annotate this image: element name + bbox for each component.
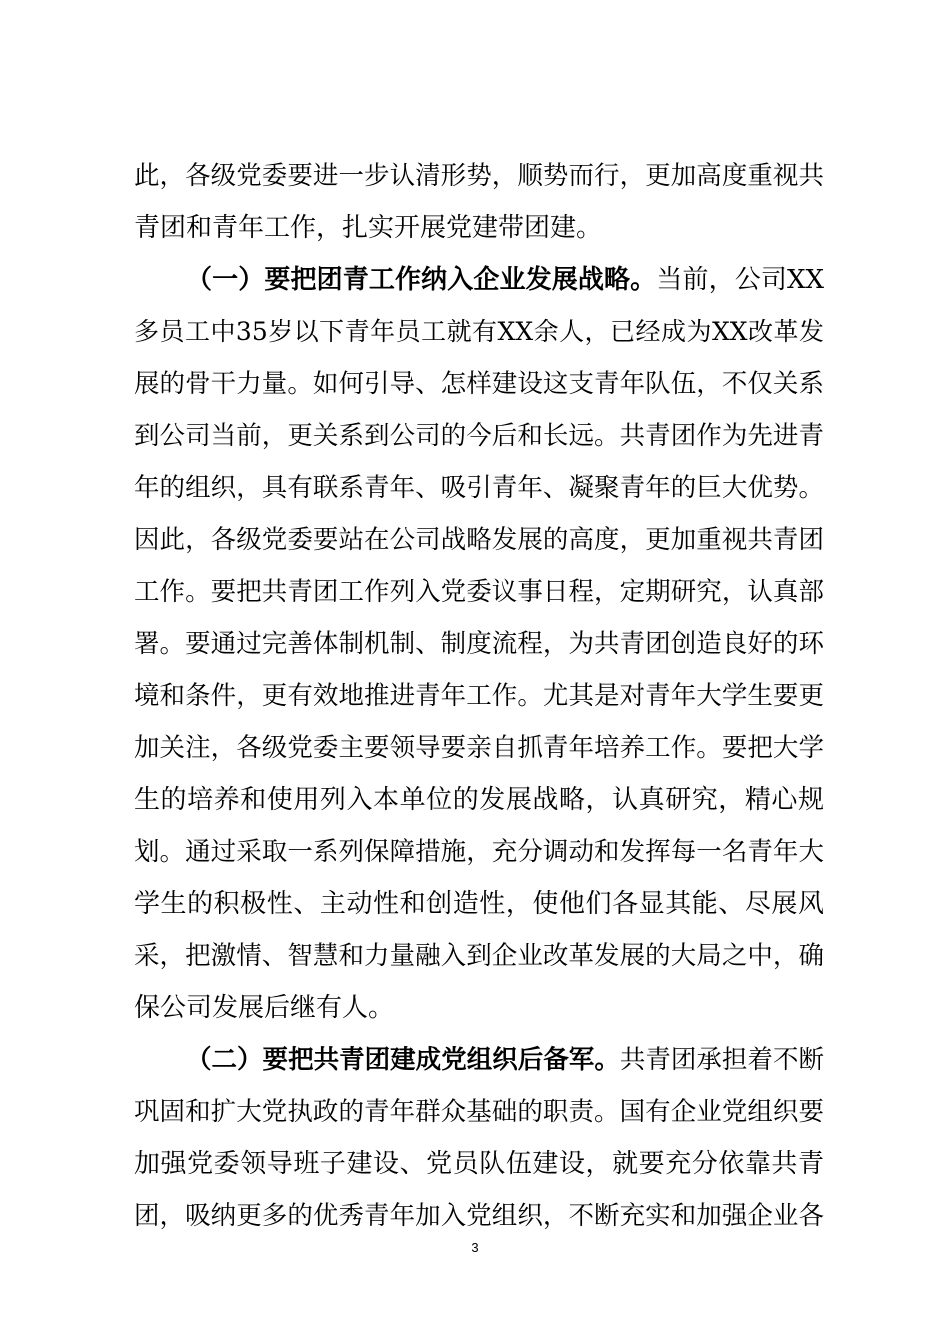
text-line: 署。要通过完善体制机制、制度流程，为共青团创造良好的环 bbox=[134, 629, 824, 659]
text-line: 因此，各级党委要站在公司战略发展的高度，更加重视共青团 bbox=[134, 525, 824, 555]
paragraph-section-2 bbox=[134, 1034, 824, 1242]
page-number: 3 bbox=[471, 1240, 479, 1255]
section-heading: （二）要把共青团建成党组织后备军。 bbox=[186, 1045, 620, 1075]
text-line bbox=[134, 1034, 824, 1086]
text-line: 青团和青年工作，扎实开展党建带团建。 bbox=[134, 213, 603, 243]
text-line: 生的培养和使用列入本单位的发展战略，认真研究，精心规 bbox=[134, 785, 824, 815]
text-line: 多员工中35岁以下青年员工就有XX余人，已经成为XX改革发 bbox=[134, 317, 824, 346]
text-line bbox=[134, 254, 824, 306]
text-line: 巩固和扩大党执政的青年群众基础的职责。国有企业党组织要 bbox=[134, 1097, 824, 1127]
text-line: 划。通过采取一系列保障措施，充分调动和发挥每一名青年大 bbox=[134, 837, 824, 867]
paragraph-section-1 bbox=[134, 254, 824, 1034]
text-line: 加强党委领导班子建设、党员队伍建设，就要充分依靠共青 bbox=[134, 1149, 824, 1179]
text-line: 采，把激情、智慧和力量融入到企业改革发展的大局之中，确 bbox=[134, 941, 824, 971]
text-line: 年的组织，具有联系青年、吸引青年、凝聚青年的巨大优势。 bbox=[134, 473, 824, 503]
document-body bbox=[134, 150, 824, 1242]
section-heading: （一）要把团青工作纳入企业发展战略。 bbox=[186, 265, 657, 295]
text-line: 展的骨干力量。如何引导、怎样建设这支青年队伍，不仅关系 bbox=[134, 369, 824, 399]
text-fragment: 共青团承担着不断 bbox=[619, 1045, 824, 1075]
text-line: 加关注，各级党委主要领导要亲自抓青年培养工作。要把大学 bbox=[134, 733, 824, 763]
paragraph-continuation bbox=[134, 150, 824, 254]
text-line: 境和条件，更有效地推进青年工作。尤其是对青年大学生要更 bbox=[134, 681, 824, 711]
text-line: 此，各级党委要进一步认清形势，顺势而行，更加高度重视共 bbox=[134, 161, 824, 191]
text-line: 工作。要把共青团工作列入党委议事日程，定期研究，认真部 bbox=[134, 577, 824, 607]
text-line: 到公司当前，更关系到公司的今后和长远。共青团作为先进青 bbox=[134, 421, 824, 451]
text-line: 学生的积极性、主动性和创造性，使他们各显其能、尽展风 bbox=[134, 889, 824, 919]
text-fragment: 当前，公司XX bbox=[656, 265, 824, 295]
text-line: 团，吸纳更多的优秀青年加入党组织，不断充实和加强企业各 bbox=[134, 1201, 824, 1231]
text-line: 保公司发展后继有人。 bbox=[134, 993, 395, 1023]
